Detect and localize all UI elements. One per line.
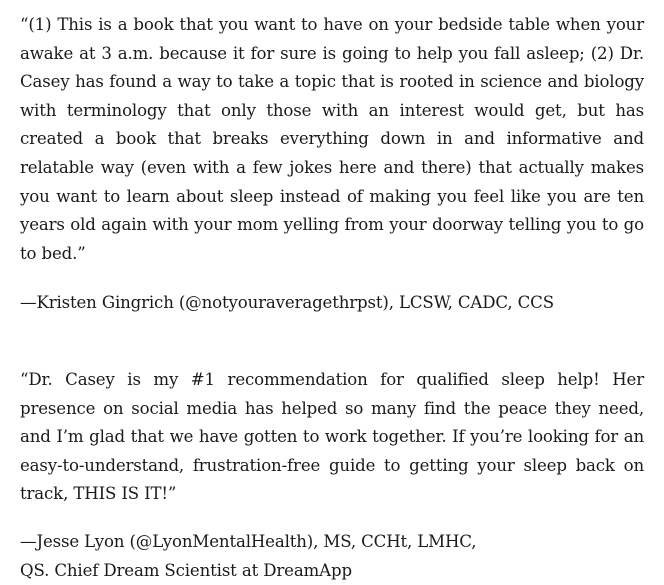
testimonial-attribution bbox=[20, 528, 644, 585]
testimonial-1 bbox=[20, 11, 644, 318]
testimonial-quote: “(1) This is a book that you want to have on your bedside table when your awake at 3 a.m. because it for sure is going to help you fall asleep; (2) Dr. Casey has found a way to take a topic that is rooted in science and biology with terminology that only those with an interest would get, but has created a book that breaks everything down in and informative and relatable way (even with a few jokes here and there) that actually makes you want to learn about sleep instead of making you feel like you are ten years old again with your mom yelling from your doorway telling you to go to bed.” bbox=[20, 11, 644, 268]
testimonial-quote: “Dr. Casey is my #1 recommendation for qualified sleep help! Her presence on social media has helped so many find the peace they need, and I’m glad that we have gotten to work together. If you’re looking for an easy-to-understand, frustration-free guide to getting your sleep back on track, THIS IS IT!” bbox=[20, 366, 644, 509]
testimonial-2 bbox=[20, 366, 644, 585]
testimonial-attribution bbox=[20, 289, 644, 318]
testimonials-page bbox=[20, 11, 644, 585]
attribution-line: —Jesse Lyon (@LyonMentalHealth), MS, CCHt, LMHC, bbox=[20, 528, 644, 557]
attribution-line: QS. Chief Dream Scientist at DreamApp bbox=[20, 557, 644, 585]
attribution-line: —Kristen Gingrich (@notyouraveragethrpst), LCSW, CADC, CCS bbox=[20, 289, 644, 318]
